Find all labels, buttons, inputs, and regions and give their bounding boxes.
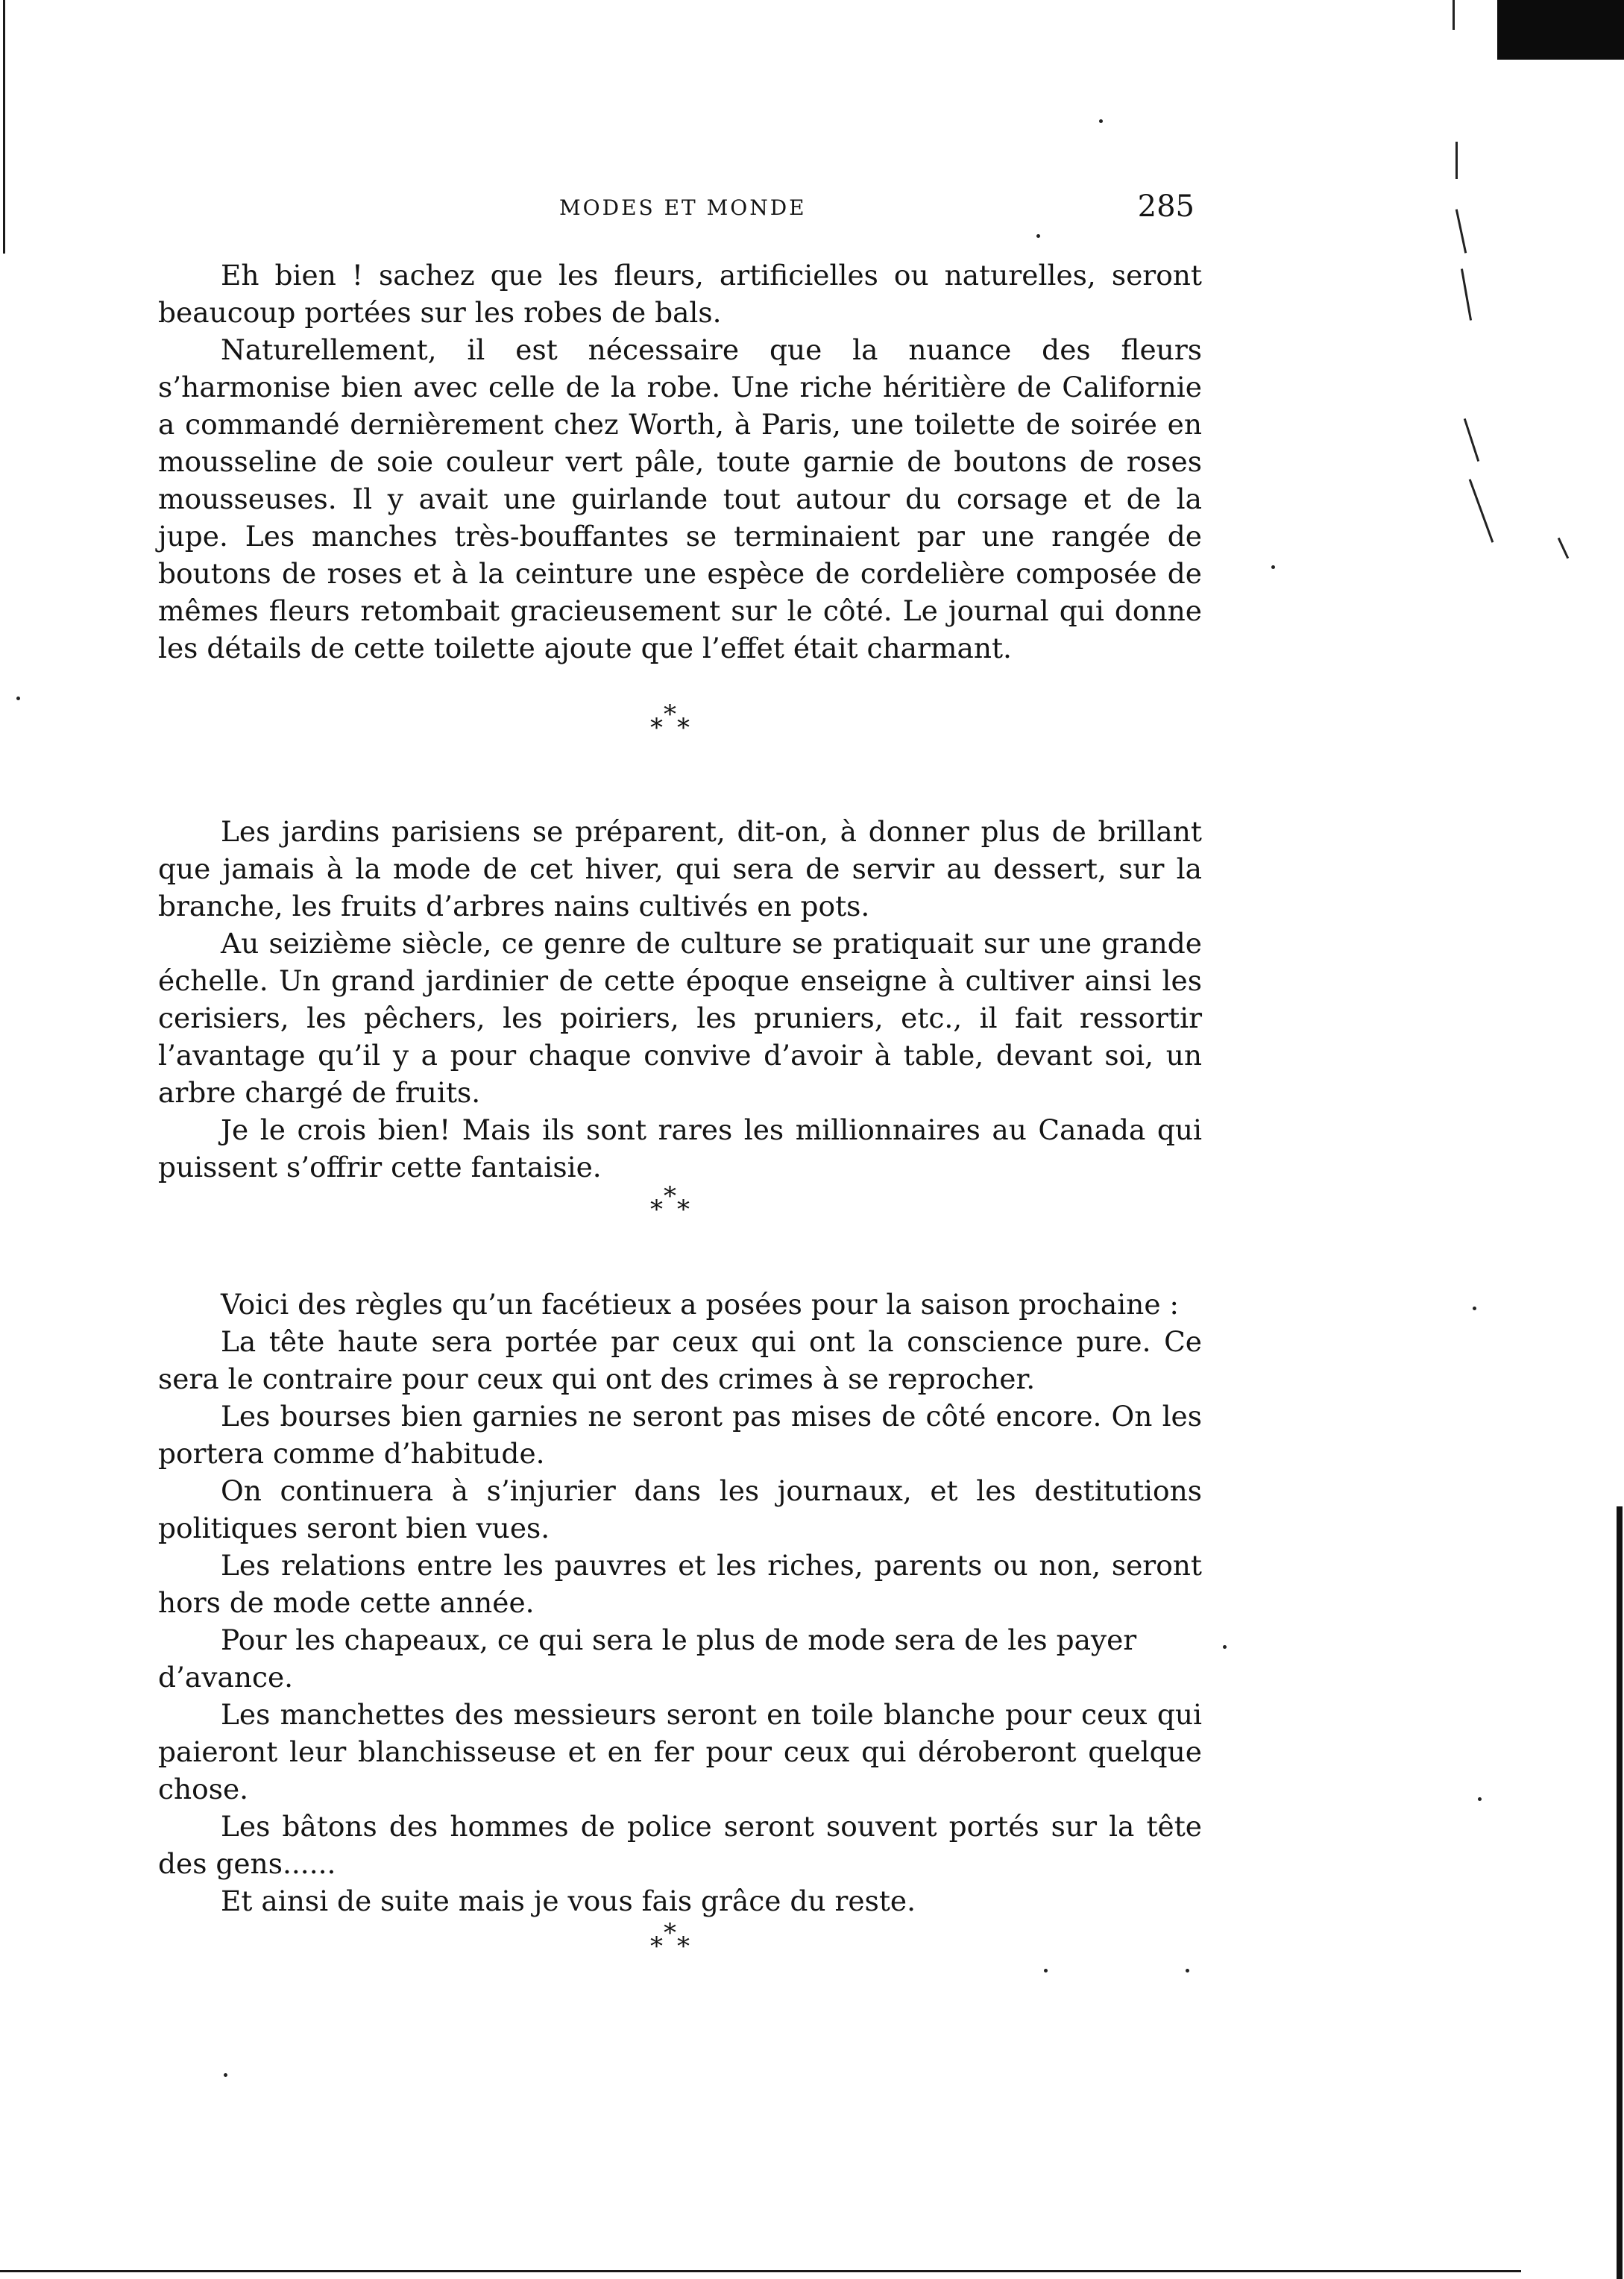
scan-speck bbox=[1186, 1969, 1189, 1972]
section-separator bbox=[647, 700, 707, 744]
section-separator bbox=[647, 1181, 707, 1226]
page-number: 285 bbox=[1137, 189, 1195, 224]
paragraph: On continuera à s’injurier dans les journaux, et les destitutions politiques seront bien vues. bbox=[158, 1474, 1202, 1544]
scan-speck bbox=[16, 697, 20, 700]
running-header bbox=[158, 189, 1202, 228]
separator-star: * bbox=[664, 1918, 676, 1948]
separator-star: * bbox=[650, 1931, 663, 1961]
separator-star: * bbox=[650, 1195, 663, 1225]
paragraph: Au seizième siècle, ce genre de culture se pratiquait sur une grande échelle. Un grand jardinier de cette époque enseigne à cultiver ainsi les cerisiers, les pêchers, les poiriers, les pruniers, etc., il fait ressortir l’avantage qu’il y a pour chaque convive d’avoir à table, devant soi, un arbre chargé de fruits. bbox=[158, 927, 1202, 1109]
scan-speck bbox=[1223, 1645, 1227, 1649]
paragraph: Les bourses bien garnies ne seront pas mises de côté encore. On les portera comme d’habitude. bbox=[158, 1400, 1202, 1470]
scan-edge-right bbox=[1617, 1506, 1623, 2279]
paragraph: Les manchettes des messieurs seront en toile blanche pour ceux qui paieront leur blanchisseuse et en fer pour ceux qui déroberont quelque chose. bbox=[158, 1698, 1202, 1805]
paragraph: La tête haute sera portée par ceux qui ont la conscience pure. Ce sera le contraire pour ceux qui ont des crimes à se reprocher. bbox=[158, 1325, 1202, 1395]
scan-mark bbox=[1453, 0, 1455, 30]
scan-edge-bottom bbox=[0, 2270, 1521, 2272]
scan-edge-left bbox=[3, 0, 5, 254]
scan-speck bbox=[1036, 234, 1040, 238]
scan-speck bbox=[1473, 1307, 1476, 1310]
paragraph: Les relations entre les pauvres et les riches, parents ou non, seront hors de mode cette année. bbox=[158, 1549, 1202, 1619]
running-title: MODES ET MONDE bbox=[559, 195, 807, 220]
paragraph: Voici des règles qu’un facétieux a posées pour la saison prochaine : bbox=[221, 1288, 1180, 1321]
scan-corner-shadow bbox=[1497, 0, 1624, 60]
scan-mark bbox=[1455, 142, 1458, 179]
scan-mark bbox=[1558, 538, 1569, 559]
scan-mark bbox=[1461, 268, 1472, 320]
separator-star: * bbox=[677, 1195, 690, 1225]
section-fleurs bbox=[158, 257, 1202, 667]
paragraph: Pour les chapeaux, ce qui sera le plus de mode sera de les payer d’avance. bbox=[158, 1623, 1137, 1694]
section-jardins bbox=[158, 813, 1202, 1186]
separator-star: * bbox=[677, 1931, 690, 1961]
scan-speck bbox=[1044, 1969, 1048, 1972]
paragraph: Les jardins parisiens se préparent, dit-on, à donner plus de brillant que jamais à la mode de cet hiver, qui sera de servir au dessert, sur la branche, les fruits d’arbres nains cultivés en pots. bbox=[158, 815, 1202, 922]
separator-star: * bbox=[677, 713, 690, 743]
scan-mark bbox=[1455, 209, 1467, 253]
separator-star: * bbox=[650, 713, 663, 743]
paragraph: Les bâtons des hommes de police seront souvent portés sur la tête des gens...... bbox=[158, 1810, 1202, 1880]
scan-mark bbox=[1469, 479, 1494, 543]
scan-speck bbox=[1478, 1797, 1482, 1801]
section-regles bbox=[158, 1286, 1202, 1920]
scan-speck bbox=[1271, 565, 1275, 569]
separator-star: * bbox=[664, 700, 676, 729]
paragraph: Eh bien ! sachez que les fleurs, artificielles ou naturelles, seront beaucoup portées sur les robes de bals. bbox=[158, 259, 1202, 329]
scan-mark bbox=[1464, 418, 1479, 462]
paragraph: Naturellement, il est nécessaire que la nuance des fleurs s’harmonise bien avec celle de la robe. Une riche héritière de Californie a commandé dernièrement chez Worth, à Paris, une toilette de soirée en mousseline de soie couleur vert pâle, toute garnie de boutons de roses mousseuses. Il y avait une guirlande tout autour du corsage et de la jupe. Les manches très-bouffantes se terminaient par une rangée de boutons de roses et à la ceinture une espèce de cordelière composée de mêmes fleurs retombait gracieusement sur le côté. Le journal qui donne les détails de cette toilette ajoute que l’effet était charmant. bbox=[158, 333, 1202, 664]
scan-speck bbox=[1099, 119, 1103, 123]
paragraph: Je le crois bien! Mais ils sont rares les millionnaires au Canada qui puissent s’offrir cette fantaisie. bbox=[158, 1113, 1202, 1183]
section-separator bbox=[647, 1918, 707, 1963]
paragraph: Et ainsi de suite mais je vous fais grâce du reste. bbox=[221, 1885, 916, 1917]
scan-speck bbox=[224, 2073, 227, 2077]
separator-star: * bbox=[664, 1181, 676, 1211]
